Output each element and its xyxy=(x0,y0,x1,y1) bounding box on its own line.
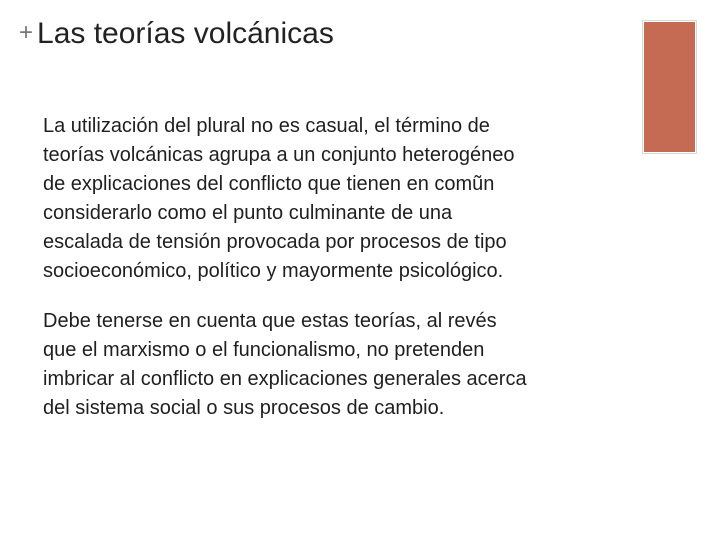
paragraph-line: La utilización del plural no es casual, el término de xyxy=(43,115,490,137)
accent-fill xyxy=(644,22,695,152)
accent-block xyxy=(642,20,697,154)
plus-icon: + xyxy=(19,19,34,46)
slide-title: Las teorías volcánicas xyxy=(37,17,334,50)
paragraph-line: que el marxismo o el funcionalismo, no pretenden xyxy=(43,339,485,361)
paragraph-line: imbricar al conflicto en explicaciones generales acerca xyxy=(43,368,527,390)
paragraph-line: socioeconómico, político y mayormente psicológico. xyxy=(43,260,504,282)
paragraph-1 xyxy=(43,112,633,286)
paragraph-line: del sistema social o sus procesos de cambio. xyxy=(43,397,445,419)
paragraph-line: teorías volcánicas agrupa a un conjunto heterogéneo xyxy=(43,144,515,166)
paragraph-line: de explicaciones del conflicto que tienen en comũn xyxy=(43,173,495,195)
title-row xyxy=(19,17,334,54)
paragraph-2 xyxy=(43,307,633,423)
paragraph-line: considerarlo como el punto culminante de una xyxy=(43,202,453,224)
paragraph-line: escalada de tensión provocada por procesos de tipo xyxy=(43,231,507,253)
body-text xyxy=(43,112,633,444)
paragraph-line: Debe tenerse en cuenta que estas teorías, al revés xyxy=(43,310,497,332)
